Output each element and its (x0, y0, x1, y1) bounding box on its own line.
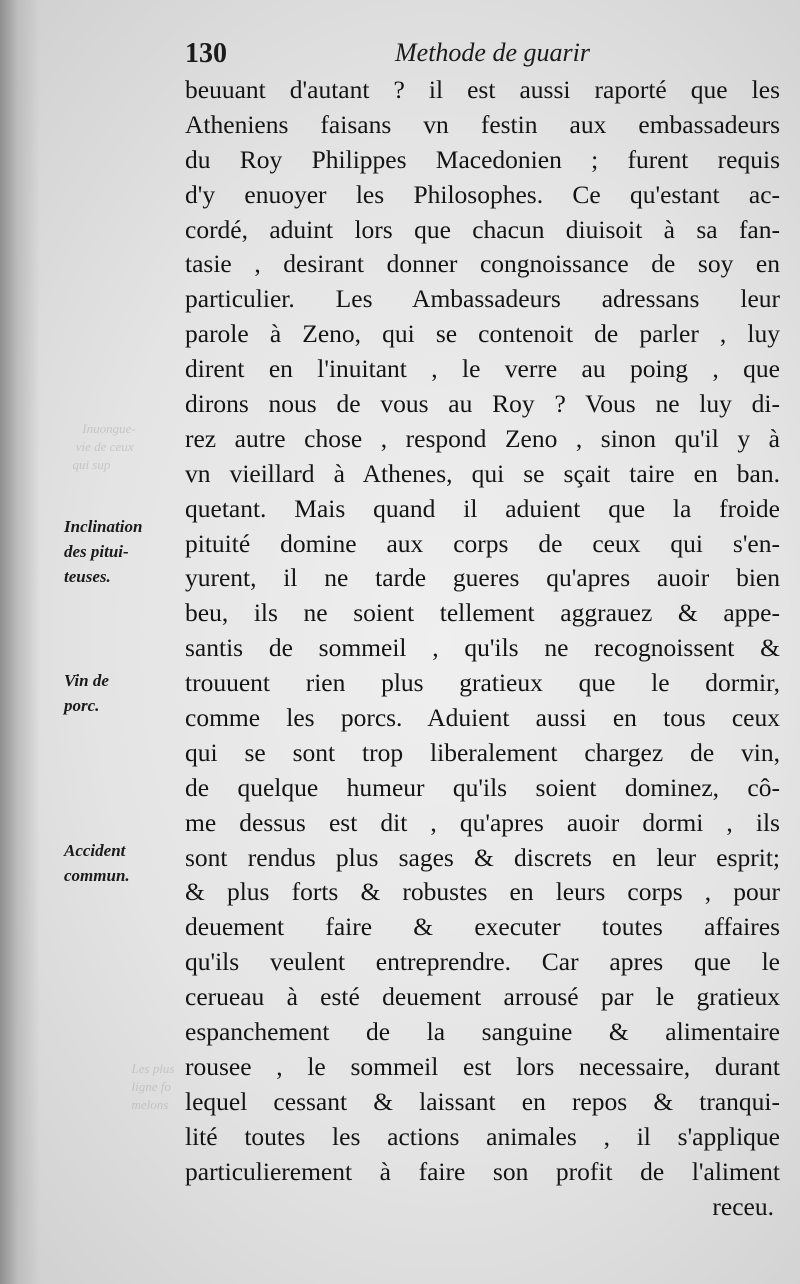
text-line: & plus forts & robustes en leurs corps , pour (185, 877, 780, 907)
margin-note-accident: Accident commun. (64, 841, 130, 885)
text-line: rousee , le sommeil est lors necessaire, durant (185, 1051, 780, 1081)
text-line: lequel cessant & laissant en repos & tranqui- (185, 1086, 780, 1116)
text-line: de quelque humeur qu'ils soient dominez, cô- (185, 772, 780, 802)
gutter-shadow (0, 0, 40, 1284)
text-line: rez autre chose , respond Zeno , sinon qu'il y à (185, 423, 780, 453)
running-title: Methode de guarir (395, 38, 590, 67)
page-number: 130 (185, 38, 227, 69)
text-line: du Roy Philippes Macedonien ; furent requis (185, 144, 780, 174)
text-line: cordé, aduint lors que chacun diuisoit à sa fan- (185, 214, 780, 244)
text-line: sont rendus plus sages & discrets en leur esprit; (185, 842, 780, 872)
text-line: me dessus est dit , qu'apres auoir dormi , ils (185, 807, 780, 837)
text-line: cerueau à esté deuement arrousé par le gratieux (185, 982, 780, 1012)
show-through-bleed: Inuongue- vie de ceux qui sup (72, 421, 136, 472)
text-line: santis de sommeil , qu'ils ne recognoissent & (185, 633, 780, 663)
text-line: espanchement de la sanguine & alimentaire (185, 1017, 780, 1047)
text-line: particulierement à faire son profit de l'aliment (185, 1156, 780, 1186)
text-line: yurent, il ne tarde gueres qu'apres auoir bien (185, 563, 780, 593)
text-line: beuuant d'autant ? il est aussi raporté que les (185, 75, 780, 104)
text-line: trouuent rien plus gratieux que le dormir, (185, 668, 780, 698)
page-header (185, 38, 625, 72)
catchword: receu. (712, 1191, 774, 1221)
text-line: pituité domine aux corps de ceux qui s'en- (185, 528, 780, 558)
text-line: comme les porcs. Aduient aussi en tous ceux (185, 703, 780, 733)
text-line: dirons nous de vous au Roy ? Vous ne luy di- (185, 389, 780, 419)
show-through-bleed: Les plus ligne fo melons (131, 1061, 175, 1112)
text-line: qu'ils veulent entreprendre. Car apres que le (185, 947, 780, 977)
text-line: particulier. Les Ambassadeurs adressans leur (185, 284, 780, 314)
text-line: tasie , desirant donner congnoissance de soy en (185, 249, 780, 279)
text-line: dirent en l'inuitant , le verre au poing , que (185, 354, 780, 384)
main-text-block (185, 73, 780, 1224)
text-line: lité toutes les actions animales , il s'applique (185, 1121, 780, 1151)
text-line: vn vieillard à Athenes, qui se sçait taire en ban. (185, 458, 780, 488)
margin-note-inclination: Inclination des pitui- teuses. (64, 517, 143, 586)
text-line: d'y enuoyer les Philosophes. Ce qu'estant ac- (185, 179, 780, 209)
margin-note-vin-de-porc: Vin de porc. (64, 671, 109, 715)
text-line: Atheniens faisans vn festin aux embassadeurs (185, 109, 780, 139)
text-line: quetant. Mais quand il aduient que la froide (185, 493, 780, 523)
text-line: deuement faire & executer toutes affaires (185, 912, 780, 942)
text-line: parole à Zeno, qui se contenoit de parler , luy (185, 319, 780, 349)
text-line: beu, ils ne soient tellement aggrauez & appe- (185, 598, 780, 628)
text-line: qui se sont trop liberalement chargez de vin, (185, 737, 780, 767)
